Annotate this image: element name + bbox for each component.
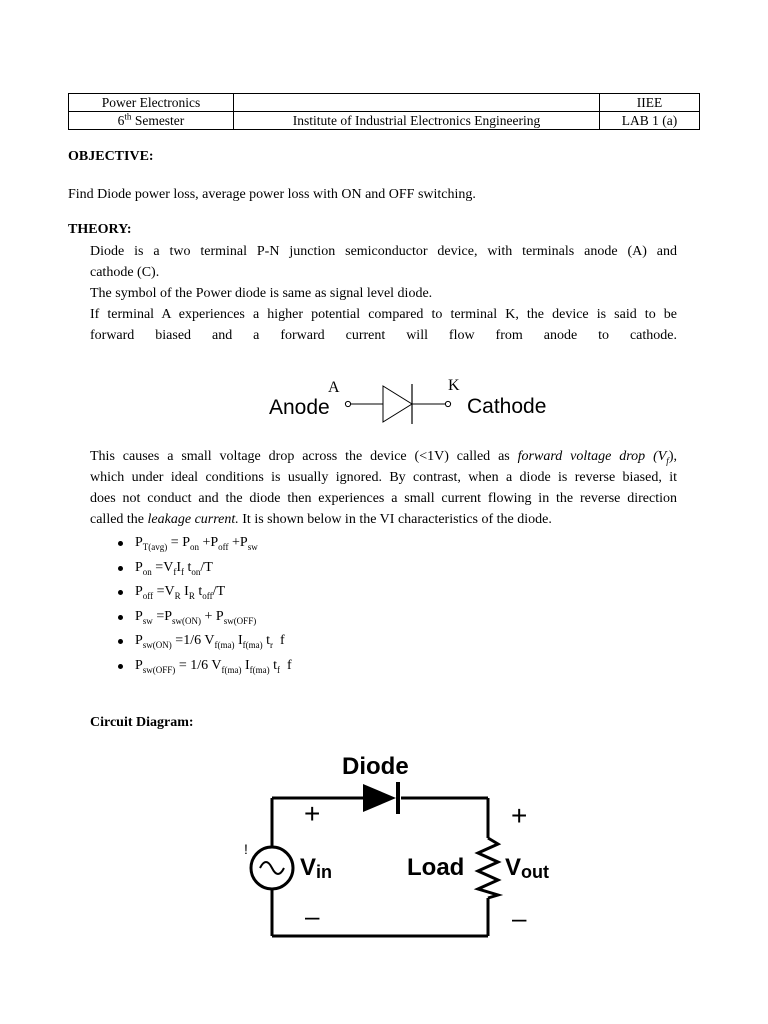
p2-text: This causes a small voltage drop across the device (<1V) called as bbox=[90, 449, 518, 464]
theory-line-3: The symbol of the Power diode is same as signal level diode. bbox=[90, 286, 433, 301]
diode-symbol-figure bbox=[260, 370, 560, 430]
vin-label: Vin bbox=[300, 854, 333, 882]
formula-switch-off-power: $P_{sw(OFF)} = 1/6$ $V_{f(ma)}$ $I_{f(ma)}$ $t_f$ f bbox=[118, 654, 292, 679]
p2-text-end: ), bbox=[668, 449, 677, 464]
theory-heading: THEORY: bbox=[68, 222, 132, 237]
objective-text: Find Diode power loss, average power loss with ON and OFF switching. bbox=[68, 187, 476, 202]
cathode-terminal-icon bbox=[445, 401, 450, 406]
vout-plus: + bbox=[511, 800, 528, 831]
header-row-1 bbox=[69, 94, 700, 112]
diode-triangle-icon bbox=[383, 386, 412, 422]
formula-total-power: $P_{T(avg)} = P_{on} +P_{off} +P_{sw}$ bbox=[118, 531, 292, 556]
vin-minus: – bbox=[305, 901, 320, 931]
vout-label: Vout bbox=[505, 854, 549, 882]
p2-l4-text-end: It is shown below in the VI characteristics of the diode. bbox=[238, 512, 552, 527]
course-name: Power Electronics bbox=[69, 94, 234, 112]
vin-plus: + bbox=[304, 798, 321, 829]
theory-line-2: cathode (C). bbox=[90, 265, 160, 280]
header-row-2 bbox=[69, 112, 700, 130]
objective-heading: OBJECTIVE: bbox=[68, 149, 154, 164]
institute-name: Institute of Industrial Electronics Engineering bbox=[234, 112, 600, 130]
resistor-icon bbox=[478, 838, 498, 898]
diode-icon bbox=[363, 784, 396, 812]
formula-switching-power: $P_{sw} =P_{sw(ON)} + P_{sw(OFF)}$ bbox=[118, 605, 292, 630]
p2-italic-term: forward voltage drop (V bbox=[517, 449, 667, 464]
semester-number: 6 bbox=[117, 112, 125, 128]
theory-line-5: forward biased and a forward current will flow from anode to cathode. bbox=[90, 328, 677, 343]
paragraph2-line-2: which under ideal conditions is usually ignored. By contrast, when a diode is reverse biased, it bbox=[90, 470, 677, 485]
semester-suffix: th bbox=[124, 111, 132, 121]
theory-line-1: Diode is a two terminal P-N junction semiconductor device, with terminals anode (A) and bbox=[90, 244, 677, 259]
anode-label: Anode bbox=[269, 396, 330, 419]
paragraph2-line-3: does not conduct and the diode then experiences a small current flowing in the reverse direction bbox=[90, 491, 677, 506]
cathode-terminal-label: K bbox=[448, 377, 460, 394]
cathode-label: Cathode bbox=[467, 395, 547, 418]
anode-terminal-icon bbox=[345, 401, 350, 406]
formula-on-power: $P_{on} =V_fI_f$ $t_{on}/T$ bbox=[118, 556, 292, 581]
header-blank-cell bbox=[234, 94, 600, 112]
header-table bbox=[68, 93, 700, 130]
p2-italic-sub: f bbox=[666, 455, 669, 466]
semester-word: Semester bbox=[131, 112, 185, 128]
theory-line-4: If terminal A experiences a higher potential compared to terminal K, the device is said to be bbox=[90, 307, 677, 322]
formula-list bbox=[118, 531, 292, 678]
circuit-diagram bbox=[240, 745, 570, 945]
diode-label: Diode bbox=[342, 753, 409, 780]
lab-number: LAB 1 (a) bbox=[600, 112, 700, 130]
institute-abbrev: IIEE bbox=[600, 94, 700, 112]
leakage-current-term: leakage current. bbox=[147, 512, 239, 527]
circuit-diagram-heading: Circuit Diagram: bbox=[90, 715, 194, 730]
formula-switch-on-power: $P_{sw(ON)} =1/6$ $V_{f(ma)}$ $I_{f(ma)}$ $t_r$ f bbox=[118, 629, 292, 654]
source-mark: ! bbox=[244, 841, 248, 857]
formula-off-power: $P_{off} =V_R$ $I_R$ $t_{off}/T$ bbox=[118, 580, 292, 605]
paragraph2-line-4 bbox=[90, 509, 552, 530]
vout-minus: – bbox=[512, 903, 527, 933]
semester bbox=[69, 112, 234, 130]
anode-terminal-label: A bbox=[328, 379, 340, 396]
p2-l4-text: called the bbox=[90, 512, 148, 527]
load-label: Load bbox=[407, 854, 465, 881]
